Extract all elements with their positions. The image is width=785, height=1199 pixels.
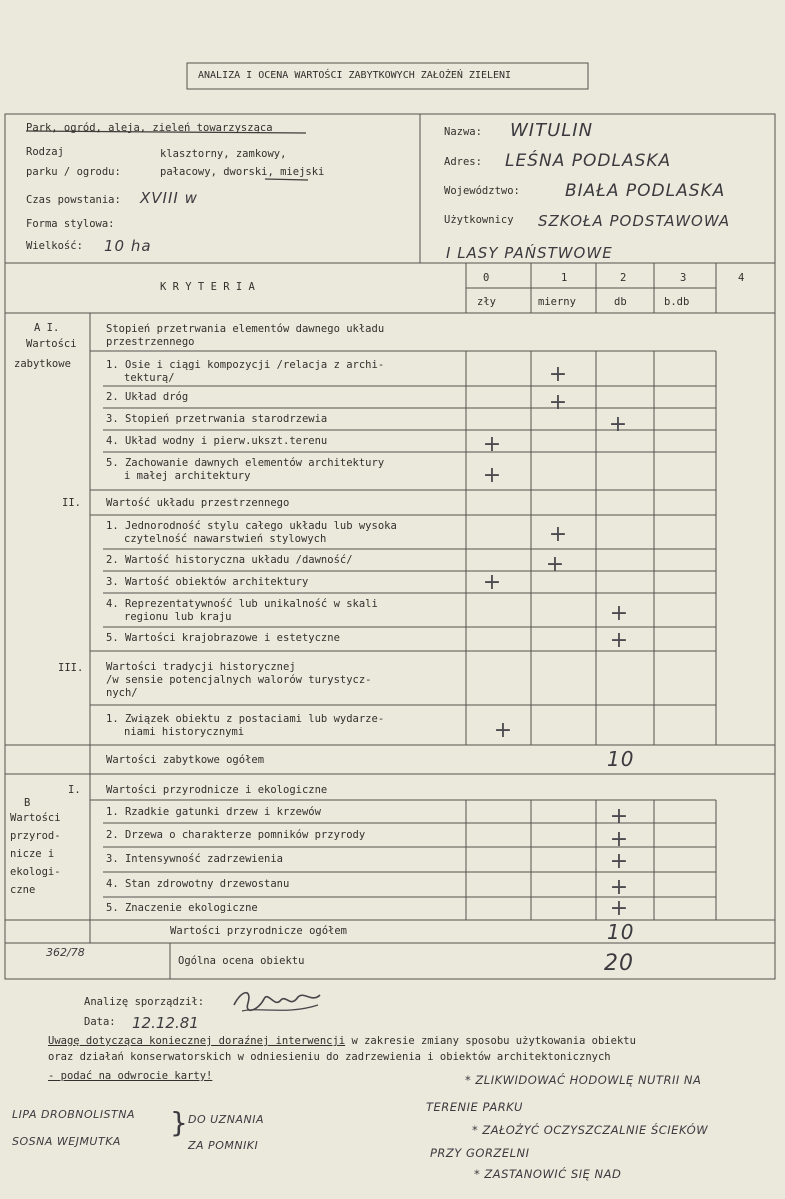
section-b-letter: B (24, 797, 31, 809)
parku-label: parku / ogrodu: (26, 166, 121, 178)
criterion-a2-3: 3. Wartość obiektów architektury (106, 576, 309, 588)
section-b-label-3: Wartości (10, 812, 61, 824)
reference-number: 362/78 (46, 946, 85, 959)
score-3-num: 3 (680, 272, 687, 284)
score-3-label: b.db (664, 296, 690, 308)
data-label: Data: (84, 1016, 116, 1028)
group-3-title-line-1: Wartości tradycji historycznej (106, 661, 296, 673)
score-mark-b-3: + (609, 849, 629, 874)
criterion-a1-2: 2. Układ dróg (106, 391, 189, 403)
note-line-2: oraz działań konserwatorskich w odniesieniu do zadrzewienia i obiektów architektonicznych (48, 1051, 611, 1063)
section-b-label-4: przyrod- (10, 830, 61, 842)
wojewodztwo-value: BIAŁA PODLASKA (565, 181, 726, 201)
nature-total-value: 10 (607, 920, 635, 944)
criterion-a2-1: 1. Jednorodność stylu całego układu lub wysoka (106, 520, 397, 532)
uzytkownicy-value-2: I LASY PAŃSTWOWE (446, 244, 613, 262)
score-2-label: db (614, 296, 627, 308)
section-b-label-6: ekologi- (10, 866, 61, 878)
criterion-a2-4-cont: regionu lub kraju (124, 611, 232, 623)
wielkosc-label: Wielkość: (26, 240, 83, 252)
rodzaj-options-1: klasztorny, zamkowy, (160, 148, 287, 160)
hand-note-left-2: SOSNA WEJMUTKA (12, 1135, 121, 1148)
score-2-num: 2 (620, 272, 627, 284)
hand-note-right-5: * ZASTANOWIĆ SIĘ NAD (474, 1167, 622, 1181)
score-mark-a1-5: + (482, 463, 502, 488)
score-mark-a2-1: + (548, 522, 568, 547)
hand-note-right-1: * ZLIKWIDOWAĆ HODOWLĘ NUTRII NA (465, 1073, 702, 1087)
note-line-1-underlined: Uwagę dotycząca koniecznej doraźnej interwencji (48, 1035, 346, 1047)
group-2-title: Wartość układu przestrzennego (106, 497, 290, 509)
signature (228, 985, 328, 1021)
hand-note-left-4: ZA POMNIKI (188, 1139, 259, 1152)
criterion-a1-5-cont: i małej architektury (124, 470, 251, 482)
score-4-num: 4 (738, 272, 745, 284)
historic-total-value: 10 (607, 747, 635, 771)
score-mark-a1-2: + (548, 390, 568, 415)
czas-label: Czas powstania: (26, 194, 121, 206)
hand-note-right-4: PRZY GORZELNI (430, 1146, 530, 1160)
criterion-a1-1: 1. Osie i ciągi kompozycji /relacja z archi- (106, 359, 385, 371)
object-type-line: Park, ogród, aleja, zieleń towarzysząca (26, 122, 273, 134)
criterion-b-3: 3. Intensywność zadrzewienia (106, 853, 284, 865)
hand-note-right-3: * ZAŁOŻYĆ OCZYSZCZALNIE ŚCIEKÓW (472, 1123, 709, 1137)
group-1-title-line-1: Stopień przetrwania elementów dawnego układu (106, 323, 385, 335)
criterion-a3-1: 1. Związek obiektu z postaciami lub wydarze- (106, 713, 385, 725)
hand-brace: } (170, 1106, 189, 1139)
rodzaj-label: Rodzaj (26, 146, 64, 158)
score-mark-a2-5: + (609, 628, 629, 653)
analiza-label: Analizę sporządził: (84, 996, 205, 1008)
section-a-label-2: Wartości (26, 338, 77, 350)
group-3-title-line-3: nych/ (106, 687, 138, 699)
section-b-label-5: nicze i (10, 848, 55, 860)
score-mark-b-2: + (609, 827, 629, 852)
data-value: 12.12.81 (132, 1014, 199, 1032)
criterion-a2-5: 5. Wartości krajobrazowe i estetyczne (106, 632, 340, 644)
section-b-roman: I. (68, 784, 81, 796)
score-mark-b-1: + (609, 804, 629, 829)
score-mark-a1-1: + (548, 362, 568, 387)
nazwa-value: WITULIN (510, 120, 594, 141)
score-0-label: zły (477, 296, 496, 308)
score-mark-a2-4: + (609, 601, 629, 626)
criterion-a3-1-cont: niami historycznymi (124, 726, 245, 738)
criterion-a1-5: 5. Zachowanie dawnych elementów architektury (106, 457, 385, 469)
score-mark-a2-3: + (482, 570, 502, 595)
criterion-a2-1-cont: czytelność nawarstwień stylowych (124, 533, 327, 545)
score-1-num: 1 (561, 272, 568, 284)
note-line-1 (48, 1035, 636, 1047)
group-3-title-line-2: /w sensie potencjalnych walorów turystycz- (106, 674, 372, 686)
criterion-a1-1-cont: tekturą/ (124, 372, 175, 384)
criterion-b-2: 2. Drzewa o charakterze pomników przyrody (106, 829, 366, 841)
wielkosc-value: 10 ha (104, 237, 152, 255)
rodzaj-options-2: pałacowy, dworski, miejski (160, 166, 325, 178)
criterion-a2-4: 4. Reprezentatywność lub unikalność w skali (106, 598, 378, 610)
criterion-a1-4: 4. Układ wodny i pierw.ukszt.terenu (106, 435, 328, 447)
score-mark-b-5: + (609, 896, 629, 921)
wojewodztwo-label: Województwo: (444, 185, 520, 197)
criterion-b-1: 1. Rzadkie gatunki drzew i krzewów (106, 806, 321, 818)
criterion-a2-2: 2. Wartość historyczna układu /dawność/ (106, 554, 353, 566)
form-title: ANALIZA I OCENA WARTOŚCI ZABYTKOWYCH ZAŁOŻEŃ ZIELENI (198, 70, 512, 81)
section-a-roman-3: III. (58, 662, 84, 674)
score-mark-a1-3: + (608, 412, 628, 437)
hand-note-left-1: LIPA DROBNOLISTNA (12, 1108, 136, 1121)
hand-note-right-2: TERENIE PARKU (426, 1100, 523, 1114)
czas-value: XVIII w (140, 189, 198, 207)
group-1-title-line-2: przestrzennego (106, 336, 195, 348)
adres-value: LEŚNA PODLASKA (505, 151, 672, 171)
nature-total-label: Wartości przyrodnicze ogółem (170, 925, 348, 937)
section-b-label-7: czne (10, 884, 36, 896)
score-mark-a1-4: + (482, 432, 502, 457)
score-0-num: 0 (483, 272, 490, 284)
score-mark-b-4: + (609, 875, 629, 900)
section-a-roman-2: II. (62, 497, 81, 509)
nazwa-label: Nazwa: (444, 126, 482, 138)
hand-note-left-3: DO UZNANIA (188, 1113, 264, 1126)
score-mark-a3-1: + (493, 718, 513, 743)
criterion-b-5: 5. Znaczenie ekologiczne (106, 902, 258, 914)
criterion-a1-3: 3. Stopień przetrwania starodrzewia (106, 413, 328, 425)
score-mark-a2-2: + (545, 552, 565, 577)
group-b-title: Wartości przyrodnicze i ekologiczne (106, 784, 328, 796)
note-line-3: - podać na odwrocie karty! (48, 1070, 213, 1082)
overall-label: Ogólna ocena obiektu (178, 955, 305, 967)
adres-label: Adres: (444, 156, 482, 168)
historic-total-label: Wartości zabytkowe ogółem (106, 754, 265, 766)
criteria-header-label: K R Y T E R I A (160, 281, 255, 293)
overall-value: 20 (604, 951, 634, 976)
uzytkownicy-value-1: SZKOŁA PODSTAWOWA (538, 212, 731, 230)
criterion-b-4: 4. Stan zdrowotny drzewostanu (106, 878, 290, 890)
note-line-1-rest: w zakresie zmiany sposobu użytkowania obiektu (345, 1035, 636, 1047)
section-a-label: A I. (34, 322, 60, 334)
forma-label: Forma stylowa: (26, 218, 115, 230)
uzytkownicy-label: Użytkownicy (444, 214, 514, 226)
score-1-label: mierny (538, 296, 576, 308)
section-a-label-3: zabytkowe (14, 358, 71, 370)
